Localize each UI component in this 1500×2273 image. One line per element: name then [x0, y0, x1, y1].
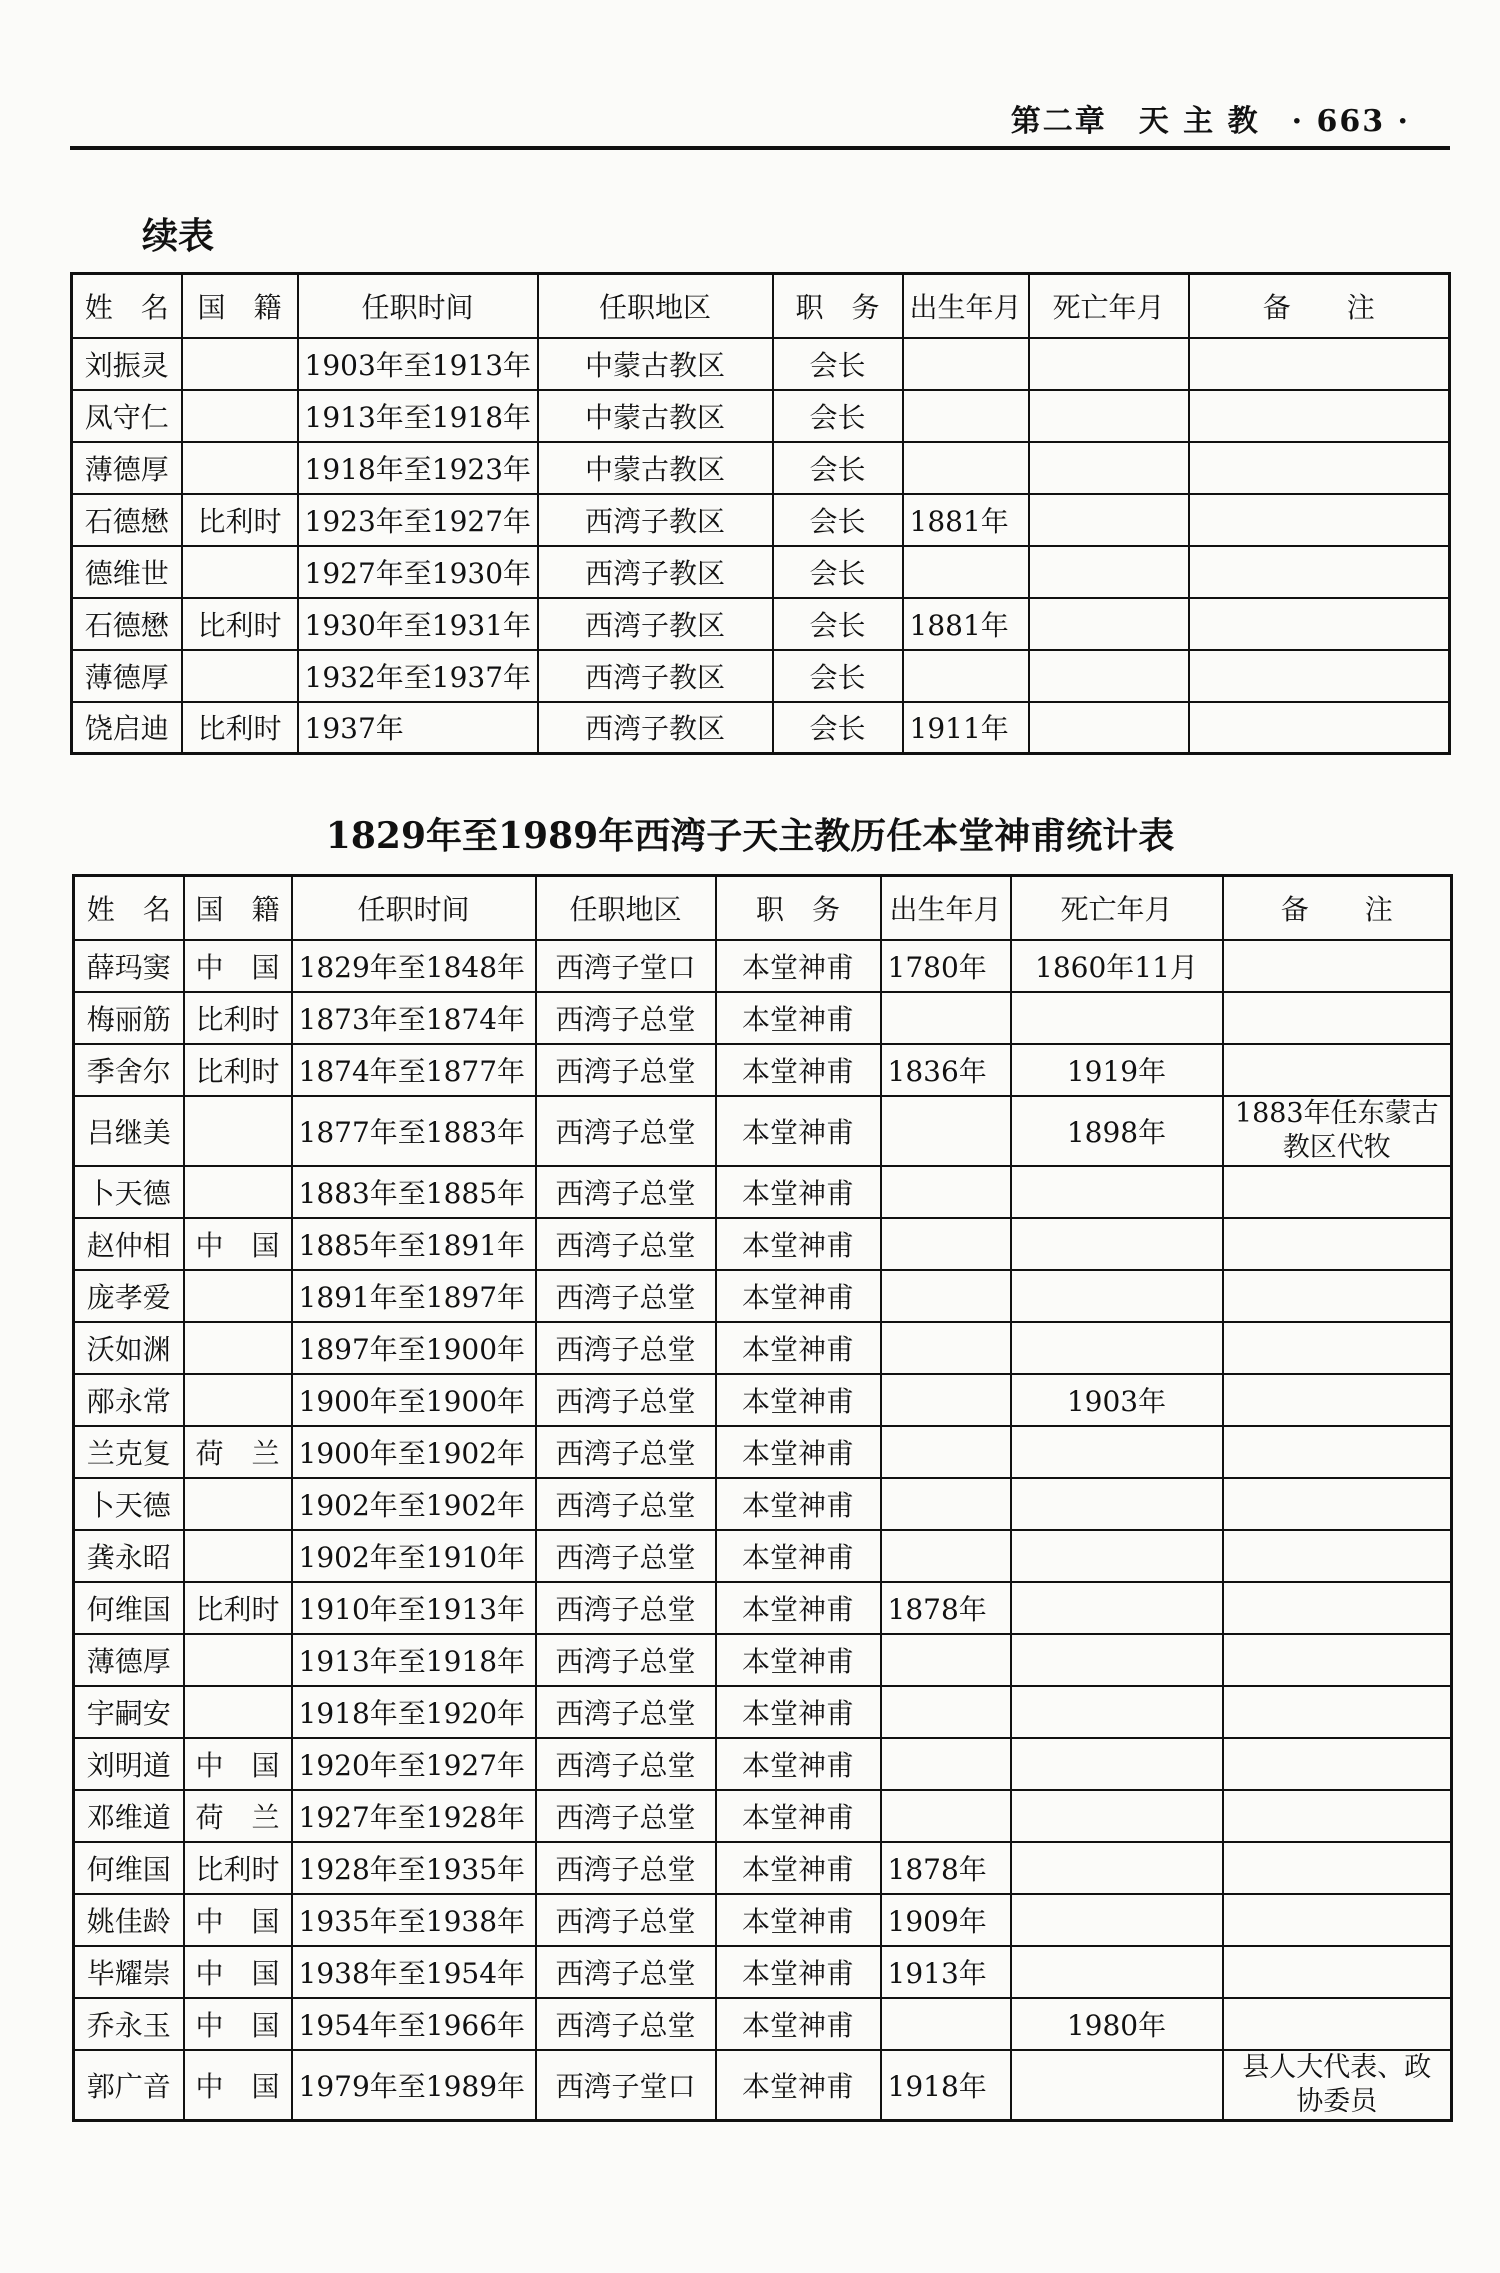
position-cell: 本堂神甫 [716, 1096, 881, 1166]
remarks-cell [1189, 338, 1450, 390]
death-cell [1011, 1218, 1223, 1270]
remarks-cell [1223, 1530, 1452, 1582]
death-cell [1029, 390, 1189, 442]
nationality-cell: 比利时 [182, 494, 298, 546]
col-header: 死亡年月 [1029, 274, 1189, 338]
death-cell [1011, 1270, 1223, 1322]
death-cell [1029, 650, 1189, 702]
nationality-cell: 中 国 [184, 1738, 292, 1790]
position-cell: 本堂神甫 [716, 1270, 881, 1322]
remarks-cell [1223, 1634, 1452, 1686]
death-cell: 1903年 [1011, 1374, 1223, 1426]
region-cell: 西湾子总堂 [536, 1842, 716, 1894]
position-cell: 本堂神甫 [716, 1686, 881, 1738]
table-row [72, 494, 1450, 546]
nationality-cell: 中 国 [184, 1894, 292, 1946]
birth-cell [881, 1530, 1011, 1582]
term-cell: 1927年至1928年 [292, 1790, 536, 1842]
name-cell: 石德懋 [72, 598, 182, 650]
death-cell: 1980年 [1011, 1998, 1223, 2050]
name-cell: 刘明道 [74, 1738, 184, 1790]
nationality-cell [184, 1374, 292, 1426]
remarks-cell [1223, 1044, 1452, 1096]
table-row [74, 1426, 1452, 1478]
name-cell: 刘振灵 [72, 338, 182, 390]
birth-cell: 1911年 [903, 702, 1029, 754]
birth-cell [903, 546, 1029, 598]
col-header: 备 注 [1189, 274, 1450, 338]
name-cell: 薄德厚 [74, 1634, 184, 1686]
remarks-cell [1189, 442, 1450, 494]
remarks-cell [1189, 494, 1450, 546]
col-header: 任职地区 [538, 274, 773, 338]
term-cell: 1935年至1938年 [292, 1894, 536, 1946]
name-cell: 沃如渊 [74, 1322, 184, 1374]
birth-cell: 1918年 [881, 2050, 1011, 2121]
table-row [72, 546, 1450, 598]
nationality-cell [184, 1686, 292, 1738]
death-cell: 1898年 [1011, 1096, 1223, 1166]
term-cell: 1937年 [298, 702, 538, 754]
term-cell: 1885年至1891年 [292, 1218, 536, 1270]
table-row [74, 1166, 1452, 1218]
table-row [72, 442, 1450, 494]
col-header: 任职时间 [298, 274, 538, 338]
table-row [74, 1322, 1452, 1374]
birth-cell [881, 1270, 1011, 1322]
death-cell [1029, 338, 1189, 390]
remarks-cell [1189, 598, 1450, 650]
term-cell: 1938年至1954年 [292, 1946, 536, 1998]
death-cell [1011, 1634, 1223, 1686]
death-cell [1011, 1790, 1223, 1842]
term-cell: 1903年至1913年 [298, 338, 538, 390]
nationality-cell [184, 1270, 292, 1322]
table-header-row [72, 274, 1450, 338]
remarks-cell [1223, 1998, 1452, 2050]
remarks-cell [1223, 1218, 1452, 1270]
name-cell: 梅丽筋 [74, 992, 184, 1044]
nationality-cell: 比利时 [184, 1044, 292, 1096]
position-cell: 本堂神甫 [716, 1634, 881, 1686]
death-cell [1011, 1478, 1223, 1530]
region-cell: 西湾子总堂 [536, 1322, 716, 1374]
death-cell [1029, 702, 1189, 754]
col-header: 任职地区 [536, 876, 716, 940]
term-cell: 1877年至1883年 [292, 1096, 536, 1166]
nationality-cell: 中 国 [184, 2050, 292, 2121]
death-cell [1011, 1166, 1223, 1218]
death-cell [1011, 1894, 1223, 1946]
name-cell: 何维国 [74, 1842, 184, 1894]
col-header: 姓 名 [72, 274, 182, 338]
nationality-cell: 比利时 [182, 702, 298, 754]
term-cell: 1883年至1885年 [292, 1166, 536, 1218]
nationality-cell: 中 国 [184, 1998, 292, 2050]
remarks-cell [1189, 650, 1450, 702]
name-cell: 邓维道 [74, 1790, 184, 1842]
remarks-cell [1223, 1270, 1452, 1322]
nationality-cell: 中 国 [184, 1946, 292, 1998]
term-cell: 1927年至1930年 [298, 546, 538, 598]
position-cell: 本堂神甫 [716, 1738, 881, 1790]
region-cell: 西湾子总堂 [536, 1374, 716, 1426]
region-cell: 西湾子堂口 [536, 2050, 716, 2121]
col-header: 出生年月 [881, 876, 1011, 940]
name-cell: 兰克复 [74, 1426, 184, 1478]
remarks-cell [1223, 940, 1452, 992]
table-row [74, 1738, 1452, 1790]
region-cell: 西湾子总堂 [536, 1530, 716, 1582]
name-cell: 龚永昭 [74, 1530, 184, 1582]
remarks-cell [1223, 1946, 1452, 1998]
remarks-cell [1223, 1790, 1452, 1842]
remarks-cell [1223, 1426, 1452, 1478]
term-cell: 1900年至1902年 [292, 1426, 536, 1478]
table-row [74, 1582, 1452, 1634]
death-cell [1011, 1322, 1223, 1374]
birth-cell: 1881年 [903, 598, 1029, 650]
table-row [72, 650, 1450, 702]
position-cell: 会长 [773, 598, 903, 650]
position-cell: 本堂神甫 [716, 1322, 881, 1374]
birth-cell: 1913年 [881, 1946, 1011, 1998]
table-continued [70, 272, 1451, 755]
death-cell [1029, 598, 1189, 650]
col-header: 国 籍 [182, 274, 298, 338]
name-cell: 石德懋 [72, 494, 182, 546]
name-cell: 卜天德 [74, 1166, 184, 1218]
region-cell: 西湾子总堂 [536, 1998, 716, 2050]
table-row [74, 1634, 1452, 1686]
death-cell [1029, 442, 1189, 494]
term-cell: 1902年至1910年 [292, 1530, 536, 1582]
table-row [74, 940, 1452, 992]
region-cell: 西湾子教区 [538, 546, 773, 598]
birth-cell: 1909年 [881, 1894, 1011, 1946]
term-cell: 1920年至1927年 [292, 1738, 536, 1790]
region-cell: 西湾子总堂 [536, 1738, 716, 1790]
nationality-cell [184, 1530, 292, 1582]
region-cell: 西湾子总堂 [536, 1218, 716, 1270]
birth-cell [903, 650, 1029, 702]
position-cell: 本堂神甫 [716, 1530, 881, 1582]
col-header: 任职时间 [292, 876, 536, 940]
death-cell [1011, 1686, 1223, 1738]
position-cell: 会长 [773, 338, 903, 390]
birth-cell [903, 390, 1029, 442]
nationality-cell [182, 390, 298, 442]
term-cell: 1923年至1927年 [298, 494, 538, 546]
death-cell [1011, 1582, 1223, 1634]
position-cell: 会长 [773, 442, 903, 494]
position-cell: 本堂神甫 [716, 992, 881, 1044]
term-cell: 1897年至1900年 [292, 1322, 536, 1374]
term-cell: 1873年至1874年 [292, 992, 536, 1044]
position-cell: 本堂神甫 [716, 1044, 881, 1096]
birth-cell: 1836年 [881, 1044, 1011, 1096]
birth-cell [881, 1426, 1011, 1478]
remarks-cell: 1883年任东蒙古教区代牧 [1223, 1096, 1452, 1166]
term-cell: 1913年至1918年 [298, 390, 538, 442]
name-cell: 宇嗣安 [74, 1686, 184, 1738]
death-cell [1011, 2050, 1223, 2121]
region-cell: 西湾子堂口 [536, 940, 716, 992]
term-cell: 1918年至1920年 [292, 1686, 536, 1738]
remarks-cell [1223, 992, 1452, 1044]
death-cell [1011, 1530, 1223, 1582]
remarks-cell [1189, 702, 1450, 754]
table-row [74, 1686, 1452, 1738]
name-cell: 凤守仁 [72, 390, 182, 442]
name-cell: 姚佳龄 [74, 1894, 184, 1946]
term-cell: 1902年至1902年 [292, 1478, 536, 1530]
table-body [74, 940, 1452, 2121]
position-cell: 本堂神甫 [716, 1946, 881, 1998]
col-header: 职 务 [716, 876, 881, 940]
name-cell: 薄德厚 [72, 650, 182, 702]
term-cell: 1932年至1937年 [298, 650, 538, 702]
table-row [74, 1946, 1452, 1998]
nationality-cell [184, 1634, 292, 1686]
birth-cell [881, 1322, 1011, 1374]
table-row [74, 1478, 1452, 1530]
col-header: 职 务 [773, 274, 903, 338]
nationality-cell: 比利时 [182, 598, 298, 650]
table-row [74, 1096, 1452, 1166]
remarks-cell [1223, 1478, 1452, 1530]
term-cell: 1930年至1931年 [298, 598, 538, 650]
birth-cell [881, 1218, 1011, 1270]
name-cell: 郭广音 [74, 2050, 184, 2121]
position-cell: 本堂神甫 [716, 1166, 881, 1218]
death-cell [1029, 546, 1189, 598]
birth-cell [881, 992, 1011, 1044]
nationality-cell: 荷 兰 [184, 1426, 292, 1478]
nationality-cell: 中 国 [184, 1218, 292, 1270]
name-cell: 卜天德 [74, 1478, 184, 1530]
birth-cell [881, 1686, 1011, 1738]
table-header-row [74, 876, 1452, 940]
death-cell [1011, 1842, 1223, 1894]
name-cell: 赵仲相 [74, 1218, 184, 1270]
region-cell: 西湾子总堂 [536, 1426, 716, 1478]
birth-cell: 1878年 [881, 1842, 1011, 1894]
name-cell: 毕耀崇 [74, 1946, 184, 1998]
birth-cell [881, 1166, 1011, 1218]
nationality-cell [182, 650, 298, 702]
birth-cell [881, 1096, 1011, 1166]
position-cell: 本堂神甫 [716, 940, 881, 992]
nationality-cell [182, 546, 298, 598]
region-cell: 西湾子教区 [538, 494, 773, 546]
region-cell: 西湾子总堂 [536, 1634, 716, 1686]
name-cell: 吕继美 [74, 1096, 184, 1166]
death-cell [1011, 1946, 1223, 1998]
death-cell [1011, 1426, 1223, 1478]
term-cell: 1910年至1913年 [292, 1582, 536, 1634]
nationality-cell [184, 1478, 292, 1530]
nationality-cell [184, 1096, 292, 1166]
nationality-cell [184, 1322, 292, 1374]
position-cell: 本堂神甫 [716, 1218, 881, 1270]
position-cell: 会长 [773, 546, 903, 598]
region-cell: 西湾子教区 [538, 702, 773, 754]
nationality-cell: 荷 兰 [184, 1790, 292, 1842]
death-cell: 1919年 [1011, 1044, 1223, 1096]
death-cell [1029, 494, 1189, 546]
birth-cell: 1780年 [881, 940, 1011, 992]
term-cell: 1928年至1935年 [292, 1842, 536, 1894]
name-cell: 何维国 [74, 1582, 184, 1634]
birth-cell [903, 442, 1029, 494]
position-cell: 本堂神甫 [716, 1374, 881, 1426]
region-cell: 中蒙古教区 [538, 442, 773, 494]
position-cell: 本堂神甫 [716, 1842, 881, 1894]
table-row [74, 1374, 1452, 1426]
death-cell: 1860年11月 [1011, 940, 1223, 992]
nationality-cell: 比利时 [184, 1842, 292, 1894]
col-header: 死亡年月 [1011, 876, 1223, 940]
table-row [72, 390, 1450, 442]
table-row [74, 1894, 1452, 1946]
term-cell: 1918年至1923年 [298, 442, 538, 494]
col-header: 国 籍 [184, 876, 292, 940]
table-row [72, 598, 1450, 650]
region-cell: 西湾子总堂 [536, 1686, 716, 1738]
position-cell: 本堂神甫 [716, 1998, 881, 2050]
position-cell: 本堂神甫 [716, 1894, 881, 1946]
birth-cell: 1881年 [903, 494, 1029, 546]
region-cell: 西湾子总堂 [536, 1270, 716, 1322]
table-row [74, 1998, 1452, 2050]
col-header: 出生年月 [903, 274, 1029, 338]
term-cell: 1954年至1966年 [292, 1998, 536, 2050]
position-cell: 会长 [773, 650, 903, 702]
birth-cell [881, 1738, 1011, 1790]
page-header [70, 96, 1450, 150]
table-row [74, 992, 1452, 1044]
nationality-cell [182, 338, 298, 390]
table-row [74, 1842, 1452, 1894]
term-cell: 1829年至1848年 [292, 940, 536, 992]
term-cell: 1900年至1900年 [292, 1374, 536, 1426]
name-cell: 德维世 [72, 546, 182, 598]
nationality-cell: 比利时 [184, 1582, 292, 1634]
birth-cell: 1878年 [881, 1582, 1011, 1634]
table-body [72, 338, 1450, 754]
nationality-cell [182, 442, 298, 494]
term-cell: 1913年至1918年 [292, 1634, 536, 1686]
birth-cell [903, 338, 1029, 390]
table-priests [72, 874, 1453, 2122]
remarks-cell [1223, 1322, 1452, 1374]
remarks-cell [1223, 1686, 1452, 1738]
position-cell: 本堂神甫 [716, 2050, 881, 2121]
region-cell: 西湾子总堂 [536, 1478, 716, 1530]
name-cell: 乔永玉 [74, 1998, 184, 2050]
remarks-cell: 县人大代表、政协委员 [1223, 2050, 1452, 2121]
birth-cell [881, 1634, 1011, 1686]
region-cell: 西湾子总堂 [536, 1166, 716, 1218]
running-head: 第二章 天 主 教 · 663 · [1010, 104, 1410, 139]
table-row [74, 1044, 1452, 1096]
table-row [74, 1270, 1452, 1322]
remarks-cell [1223, 1842, 1452, 1894]
term-cell: 1874年至1877年 [292, 1044, 536, 1096]
region-cell: 西湾子总堂 [536, 1096, 716, 1166]
position-cell: 本堂神甫 [716, 1582, 881, 1634]
region-cell: 西湾子总堂 [536, 1946, 716, 1998]
birth-cell [881, 1478, 1011, 1530]
region-cell: 中蒙古教区 [538, 390, 773, 442]
region-cell: 西湾子教区 [538, 650, 773, 702]
position-cell: 本堂神甫 [716, 1478, 881, 1530]
region-cell: 西湾子教区 [538, 598, 773, 650]
table-row [74, 1790, 1452, 1842]
remarks-cell [1189, 546, 1450, 598]
term-cell: 1979年至1989年 [292, 2050, 536, 2121]
remarks-cell [1223, 1738, 1452, 1790]
table-row [74, 2050, 1452, 2121]
table-row [72, 338, 1450, 390]
table-row [74, 1218, 1452, 1270]
remarks-cell [1223, 1894, 1452, 1946]
table-row [74, 1530, 1452, 1582]
position-cell: 会长 [773, 494, 903, 546]
remarks-cell [1189, 390, 1450, 442]
position-cell: 会长 [773, 702, 903, 754]
position-cell: 本堂神甫 [716, 1790, 881, 1842]
remarks-cell [1223, 1374, 1452, 1426]
region-cell: 西湾子总堂 [536, 1582, 716, 1634]
remarks-cell [1223, 1582, 1452, 1634]
region-cell: 西湾子总堂 [536, 1790, 716, 1842]
birth-cell [881, 1790, 1011, 1842]
region-cell: 西湾子总堂 [536, 992, 716, 1044]
nationality-cell: 中 国 [184, 940, 292, 992]
death-cell [1011, 1738, 1223, 1790]
nationality-cell [184, 1166, 292, 1218]
region-cell: 西湾子总堂 [536, 1044, 716, 1096]
position-cell: 会长 [773, 390, 903, 442]
name-cell: 邴永常 [74, 1374, 184, 1426]
region-cell: 中蒙古教区 [538, 338, 773, 390]
name-cell: 薛玛窦 [74, 940, 184, 992]
name-cell: 季舍尔 [74, 1044, 184, 1096]
remarks-cell [1223, 1166, 1452, 1218]
table-title: 1829年至1989年西湾子天主教历任本堂神甫统计表 [325, 815, 1175, 857]
col-header: 姓 名 [74, 876, 184, 940]
table-row [72, 702, 1450, 754]
name-cell: 庞孝爱 [74, 1270, 184, 1322]
term-cell: 1891年至1897年 [292, 1270, 536, 1322]
death-cell [1011, 992, 1223, 1044]
name-cell: 薄德厚 [72, 442, 182, 494]
name-cell: 饶启迪 [72, 702, 182, 754]
continuation-label: 续表 [142, 215, 215, 257]
birth-cell [881, 1998, 1011, 2050]
nationality-cell: 比利时 [184, 992, 292, 1044]
birth-cell [881, 1374, 1011, 1426]
region-cell: 西湾子总堂 [536, 1894, 716, 1946]
col-header: 备 注 [1223, 876, 1452, 940]
position-cell: 本堂神甫 [716, 1426, 881, 1478]
